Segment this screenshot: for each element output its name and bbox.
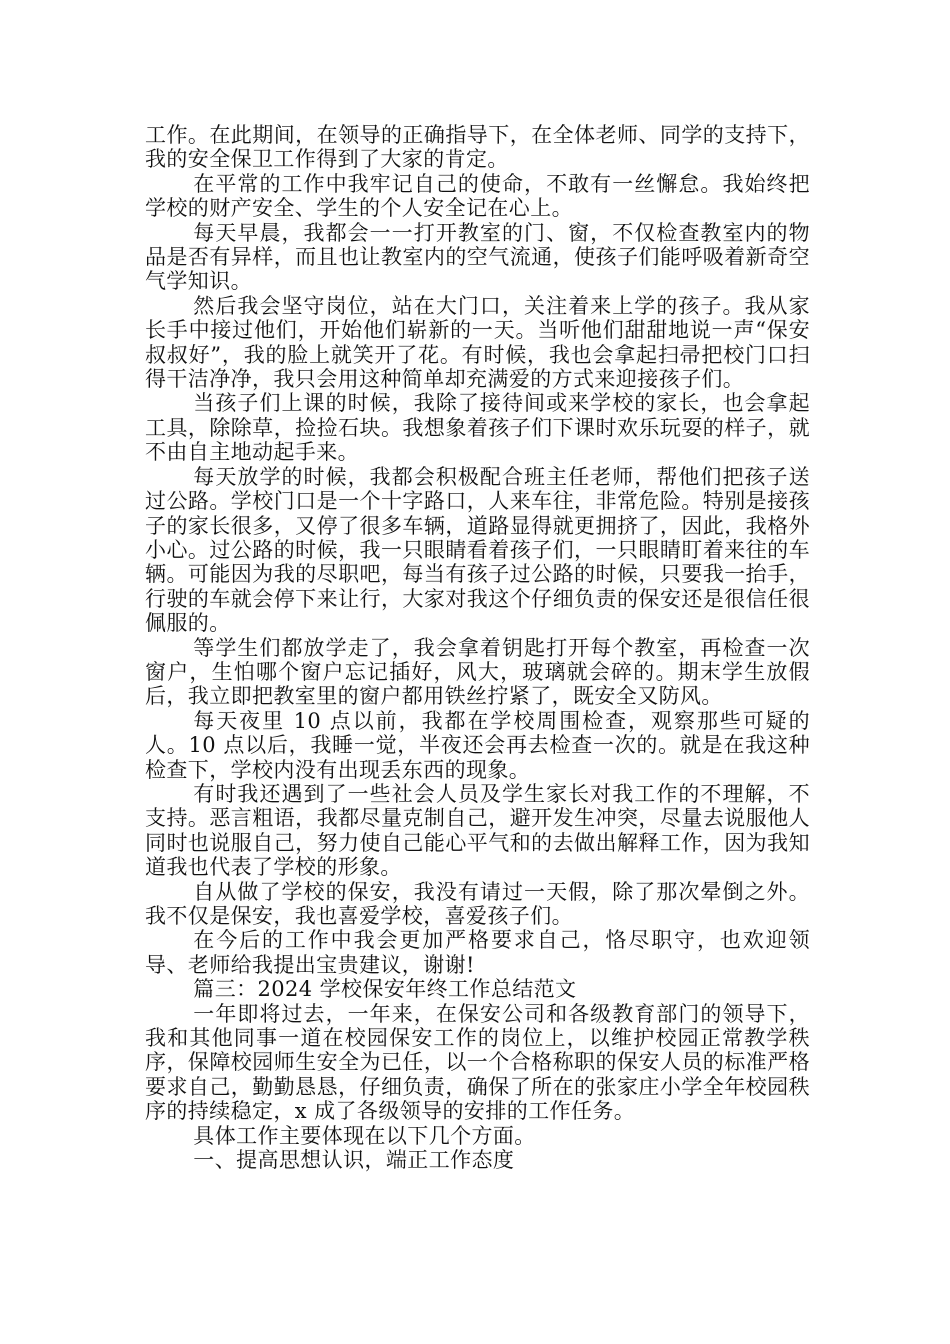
paragraph: 在今后的工作中我会更加严格要求自己，恪尽职守，也欢迎领导、老师给我提出宝贵建议，谢谢!: [145, 928, 810, 977]
paragraph: 每天早晨，我都会一一打开教室的门、窗，不仅检查教室内的物品是否有异样，而且也让教室内的空气流通，使孩子们能呼吸着新奇空气学知识。: [145, 220, 810, 294]
subsection-heading: 一、提高思想认识，端正工作态度: [193, 1148, 515, 1173]
paragraph: 然后我会坚守岗位，站在大门口，关注着来上学的孩子。我从家长手中接过他们，开始他们崭新的一天。当听他们甜甜地说一声“保安叔叔好”，我的脸上就笑开了花。有时候，我也会拿起扫帚把校门口扫得干洁净净，我只会用这种简单却充满爱的方式来迎接孩子们。: [145, 293, 810, 392]
paragraph: 每天放学的时候，我都会积极配合班主任老师，帮他们把孩子送过公路。学校门口是一个十字路口，人来车往，非常危险。特别是接孩子的家长很多，又停了很多车辆，道路显得就更拥挤了，因此，我格外小心。过公路的时候，我一只眼睛看着孩子们，一只眼睛盯着来往的车辆。可能因为我的尽职吧，每当有孩子过公路的时候，只要我一抬手，行驶的车就会停下来让行，大家对我这个仔细负责的保安还是很信任很佩服的。: [145, 464, 810, 636]
section-heading: 篇三：2024 学校保安年终工作总结范文: [193, 977, 577, 1002]
paragraph: 自从做了学校的保安，我没有请过一天假，除了那次晕倒之外。我不仅是保安，我也喜爱学校，喜爱孩子们。: [145, 879, 810, 928]
document-body: [145, 123, 810, 1172]
paragraph-continued: 工作。在此期间，在领导的正确指导下，在全体老师、同学的支持下，我的安全保卫工作得到了大家的肯定。: [145, 123, 810, 172]
paragraph: 有时我还遇到了一些社会人员及学生家长对我工作的不理解，不支持。恶言粗语，我都尽量克制自己，避开发生冲突，尽量去说服他人同时也说服自己，努力使自己能心平气和的去做出解释工作，因为我知道我也代表了学校的形象。: [145, 781, 810, 880]
paragraph: 每天夜里 10 点以前，我都在学校周围检查，观察那些可疑的人。10 点以后，我睡一觉，半夜还会再去检查一次的。就是在我这种检查下，学校内没有出现丢东西的现象。: [145, 708, 810, 782]
paragraph: 等学生们都放学走了，我会拿着钥匙打开每个教室，再检查一次窗户，生怕哪个窗户忘记插好，风大，玻璃就会碎的。期末学生放假后，我立即把教室里的窗户都用铁丝拧紧了，既安全又防风。: [145, 635, 810, 709]
paragraph: 当孩子们上课的时候，我除了接待间或来学校的家长，也会拿起工具，除除草，捡捡石块。我想象着孩子们下课时欢乐玩耍的样子，就不由自主地动起手来。: [145, 391, 810, 465]
paragraph: 一年即将过去，一年来，在保安公司和各级教育部门的领导下，我和其他同事一道在校园保安工作的岗位上，以维护校园正常教学秩序，保障校园师生安全为已任，以一个合格称职的保安人员的标准严格要求自己，勤勤恳恳，仔细负责，确保了所在的张家庄小学全年校园秩序的持续稳定，x 成了各级领导的安排的工作任务。: [145, 1001, 810, 1124]
paragraph: 在平常的工作中我牢记自己的使命，不敢有一丝懈怠。我始终把学校的财产安全、学生的个人安全记在心上。: [145, 171, 810, 221]
paragraph: 具体工作主要体现在以下几个方面。: [193, 1123, 536, 1148]
